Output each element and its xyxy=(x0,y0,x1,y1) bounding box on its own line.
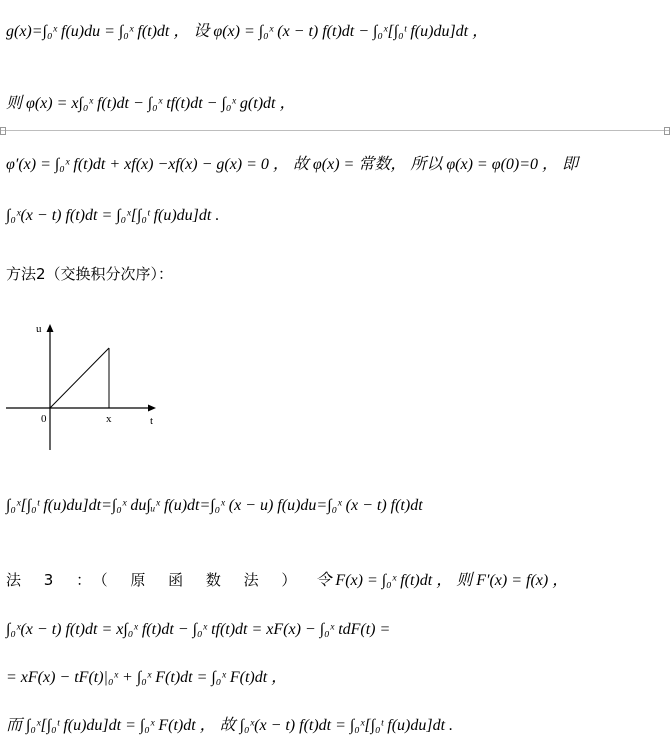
x-tick-label: x xyxy=(106,413,112,425)
equation-text: ∫₀ˣ[∫₀ᵗ f(u)du]dt=∫₀ˣ du∫ᵤˣ f(u)dt=∫₀ˣ (x − u) f(u)du=∫₀ˣ (x − t) f(t)dt xyxy=(6,497,423,514)
u-axis-arrow xyxy=(47,324,54,332)
t-axis-label: t xyxy=(150,415,154,427)
equation-text: ∫₀ˣ(x − t) f(t)dt = ∫₀ˣ[∫₀ᵗ f(u)du]dt . xyxy=(6,207,220,224)
equation-phi-expanded xyxy=(6,94,295,114)
equation-g-and-phi-definition xyxy=(6,22,488,42)
method3-definition: 令 F(x) = ∫₀ˣ f(t)dt ， 则 F′(x) = f(x) ， xyxy=(315,572,569,589)
method3-heading: 法 3 ：（ 原 函 数 法 ） xyxy=(6,571,306,589)
equation-text: g(x)=∫₀ˣ f(u)du = ∫₀ˣ f(t)dt ， 设 φ(x) = ∫₀ˣ (x − t) f(t)dt − ∫₀ˣ[∫₀ᵗ f(u)du]dt ， xyxy=(6,23,489,40)
equation-text: 而 ∫₀ˣ[∫₀ᵗ f(u)du]dt = ∫₀ˣ F(t)dt ， 故 ∫₀ˣ(x − t) f(t)dt = ∫₀ˣ[∫₀ᵗ f(u)du]dt . xyxy=(6,717,454,734)
t-axis-arrow xyxy=(148,405,156,412)
u-axis-label: u xyxy=(36,323,42,335)
equation-text: 则 φ(x) = x∫₀ˣ f(t)dt − ∫₀ˣ tf(t)dt − ∫₀ˣ g(t)dt ， xyxy=(6,95,296,112)
page-divider xyxy=(0,130,670,131)
equation-conclusion-method1 xyxy=(6,206,219,226)
method3-heading-line xyxy=(6,570,568,591)
divider-cap-left xyxy=(0,127,6,135)
equation-text: φ′(x) = ∫₀ˣ f(t)dt + xf(x) −xf(x) − g(x) = 0 ， 故 φ(x) = 常数， 所以 φ(x) = φ(0)=0 ， 即 xyxy=(6,156,579,173)
equation-method3-step2 xyxy=(6,668,287,688)
equation-text: ∫₀ˣ(x − t) f(t)dt = x∫₀ˣ f(t)dt − ∫₀ˣ tf(t)dt = xF(x) − ∫₀ˣ tdF(t) = xyxy=(6,621,391,638)
equation-method2-exchange xyxy=(6,496,423,516)
heading-text: 方法2（交换积分次序）： xyxy=(6,265,174,283)
equation-phi-derivative xyxy=(6,155,578,175)
divider-cap-right xyxy=(664,127,670,135)
integration-region-diagram xyxy=(0,316,170,456)
method2-heading xyxy=(6,264,173,285)
equation-method3-step1 xyxy=(6,620,390,640)
equation-text: = xF(x) − tF(t)|₀ˣ + ∫₀ˣ F(t)dt = ∫₀ˣ F(t)dt ， xyxy=(6,669,288,686)
origin-label: 0 xyxy=(41,413,47,425)
diagonal-u-equals-t xyxy=(50,348,109,408)
equation-method3-conclusion xyxy=(6,716,453,736)
